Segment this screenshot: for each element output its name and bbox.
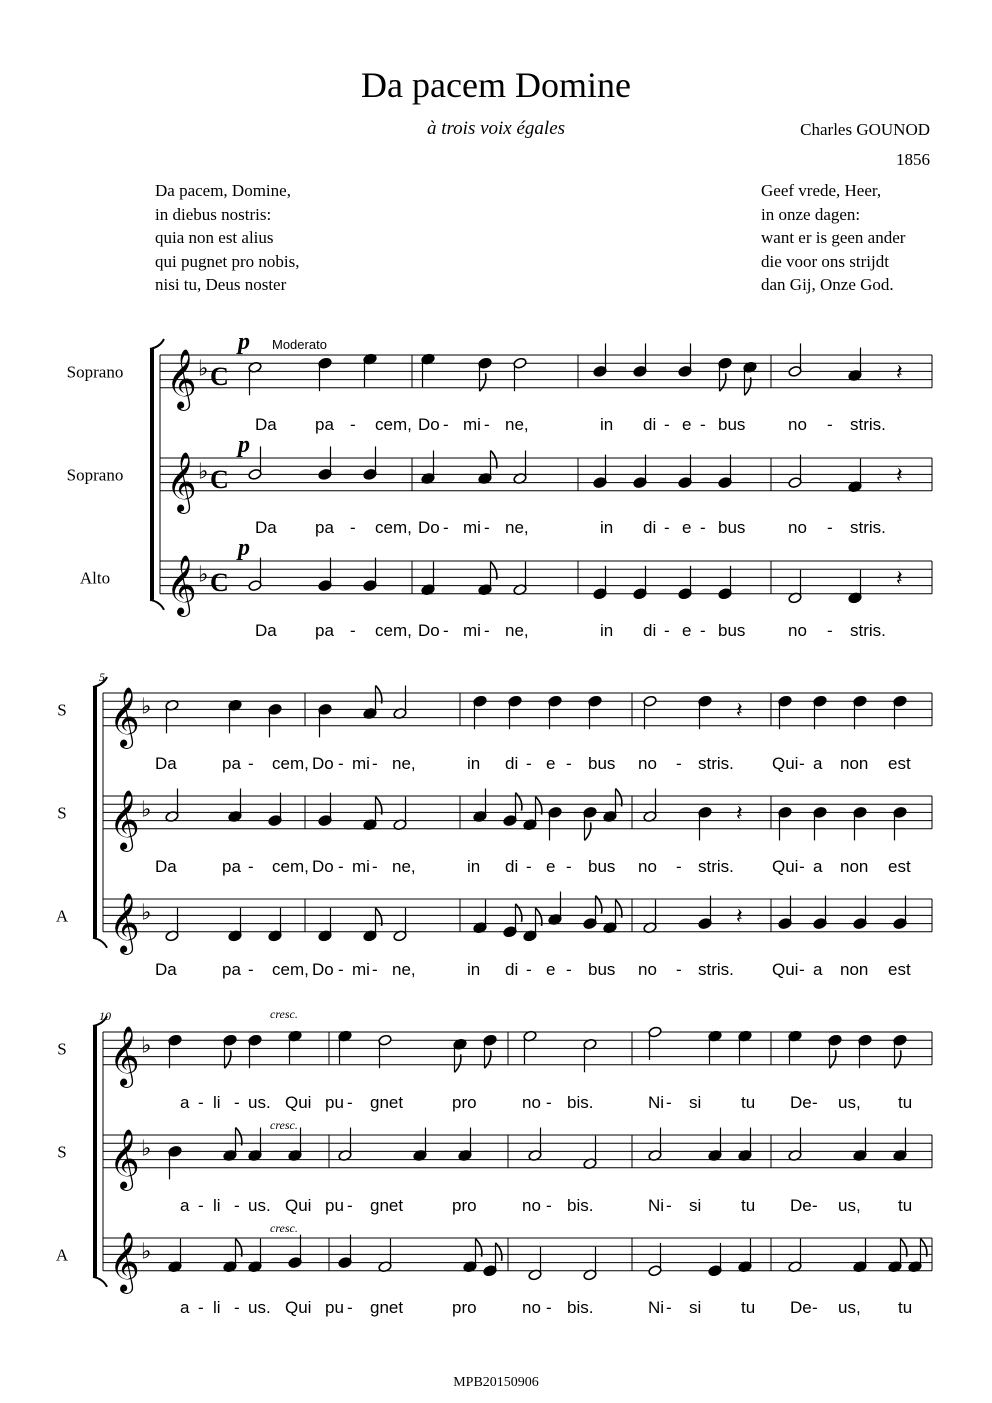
bracket-hook-bottom xyxy=(93,938,107,948)
latin-text-line: nisi tu, Deus noster xyxy=(155,275,287,294)
latin-text-line: qui pugnet pro nobis, xyxy=(155,251,300,271)
lyric-syllable: - xyxy=(248,960,254,979)
lyric-syllable: a xyxy=(180,1093,190,1112)
lyric-syllable: bus xyxy=(718,518,746,537)
quarter-rest-icon: 𝄽 xyxy=(736,903,743,929)
lyric-syllable: - xyxy=(799,754,805,773)
lyric-syllable: - xyxy=(812,1196,818,1215)
lyric-syllable: si xyxy=(689,1093,702,1112)
dutch-text-line: Geef vrede, Heer, xyxy=(761,181,882,200)
lyric-syllable: - xyxy=(350,518,356,537)
note-flag xyxy=(830,1050,836,1068)
lyric-syllable: ne, xyxy=(392,960,416,979)
lyric-syllable: - xyxy=(676,754,682,773)
lyric-syllable: ne, xyxy=(505,518,529,537)
lyric-syllable: - xyxy=(812,1298,818,1317)
lyric-syllable: us. xyxy=(248,1196,271,1215)
lyric-syllable: pa xyxy=(315,621,334,640)
lyric-syllable: e xyxy=(546,857,556,876)
lyric-syllable: us. xyxy=(248,1093,271,1112)
lyric-syllable: - xyxy=(234,1093,240,1112)
lyric-syllable: li xyxy=(213,1298,221,1317)
lyric-syllable: no xyxy=(638,960,657,979)
lyric-syllable: - xyxy=(812,1093,818,1112)
lyric-syllable: Qui xyxy=(772,857,799,876)
lyric-syllable: stris. xyxy=(850,621,886,640)
lyric-syllable: li xyxy=(213,1093,221,1112)
lyric-syllable: Da xyxy=(255,621,277,640)
composer-name: Charles GOUNOD xyxy=(800,120,930,139)
lyric-syllable: est xyxy=(888,754,911,773)
lyric-syllable: pro xyxy=(452,1196,477,1215)
treble-clef-icon: 𝄞 xyxy=(166,453,197,511)
lyric-syllable: pa xyxy=(315,415,334,434)
lyric-syllable: bis. xyxy=(567,1196,594,1215)
lyric-syllable: Ni xyxy=(648,1298,665,1317)
note-flag xyxy=(485,1050,491,1068)
flat-key-signature-icon: ♭ xyxy=(141,1238,152,1264)
lyric-syllable: - xyxy=(338,857,344,876)
lyric-syllable: bus xyxy=(718,415,746,434)
lyric-syllable: pu xyxy=(325,1196,344,1215)
quarter-rest-icon: 𝄽 xyxy=(896,565,903,591)
lyric-syllable: - xyxy=(676,960,682,979)
footer-code: MPB20150906 xyxy=(453,1375,539,1390)
latin-text-line: Da pacem, Domine, xyxy=(155,181,291,200)
lyric-syllable: gnet xyxy=(370,1196,404,1215)
lyric-syllable: - xyxy=(664,415,670,434)
cresc-marking: cresc. xyxy=(270,1221,298,1235)
lyric-syllable: e xyxy=(682,518,692,537)
latin-text-line: in diebus nostris: xyxy=(155,204,272,224)
lyric-syllable: si xyxy=(689,1196,702,1215)
lyric-syllable: - xyxy=(484,415,490,434)
quarter-rest-icon: 𝄽 xyxy=(736,800,743,826)
lyric-syllable: - xyxy=(827,415,833,434)
treble-clef-icon: 𝄞 xyxy=(109,1130,140,1188)
lyric-syllable: Do xyxy=(418,415,440,434)
note-flag xyxy=(480,373,486,391)
lyric-syllable: in xyxy=(600,621,614,640)
lyric-syllable: - xyxy=(566,857,572,876)
lyric-syllable: stris. xyxy=(698,960,734,979)
lyric-syllable: Da xyxy=(155,960,177,979)
lyric-syllable: - xyxy=(443,415,449,434)
lyric-syllable: bus xyxy=(588,857,616,876)
score-title: Da pacem Domine xyxy=(361,65,631,105)
dutch-text-line: dan Gij, Onze God. xyxy=(761,275,894,294)
lyric-syllable: Do xyxy=(418,518,440,537)
lyric-syllable: stris. xyxy=(850,415,886,434)
lyric-syllable: no xyxy=(638,857,657,876)
lyric-syllable: - xyxy=(338,754,344,773)
lyric-syllable: - xyxy=(666,1196,672,1215)
flat-key-signature-icon: ♭ xyxy=(141,1135,152,1161)
treble-clef-icon: 𝄞 xyxy=(109,791,140,849)
lyric-syllable: pro xyxy=(452,1298,477,1317)
lyric-syllable: - xyxy=(484,518,490,537)
lyric-syllable: si xyxy=(689,1298,702,1317)
flat-key-signature-icon: ♭ xyxy=(198,355,209,381)
dynamic-marking: p xyxy=(238,432,250,458)
common-time-icon: C xyxy=(210,361,229,391)
lyric-syllable: bus xyxy=(588,754,616,773)
lyric-syllable: - xyxy=(666,1298,672,1317)
lyric-syllable: - xyxy=(526,754,532,773)
lyric-syllable: - xyxy=(248,754,254,773)
staff-label: Alto xyxy=(79,568,111,588)
flat-key-signature-icon: ♭ xyxy=(141,899,152,925)
dynamic-marking: p xyxy=(238,329,250,355)
lyric-syllable: ne, xyxy=(392,857,416,876)
lyric-syllable: cem, xyxy=(272,960,309,979)
lyric-syllable: no xyxy=(788,518,807,537)
lyric-syllable: stris. xyxy=(850,518,886,537)
lyric-syllable: ne, xyxy=(505,621,529,640)
lyric-syllable: di xyxy=(505,960,519,979)
lyric-syllable: pa xyxy=(315,518,334,537)
lyric-syllable: tu xyxy=(898,1196,913,1215)
flat-key-signature-icon: ♭ xyxy=(141,693,152,719)
lyric-syllable: us, xyxy=(838,1196,861,1215)
lyric-syllable: gnet xyxy=(370,1093,404,1112)
note-flag xyxy=(596,896,602,914)
lyric-syllable: Do xyxy=(312,857,334,876)
note-flag xyxy=(225,1050,231,1068)
lyric-syllable: a xyxy=(813,960,823,979)
lyric-syllable: Qui xyxy=(285,1093,312,1112)
lyric-syllable: pa xyxy=(222,960,241,979)
staff-label: Soprano xyxy=(66,465,124,485)
lyric-syllable: mi xyxy=(352,960,370,979)
latin-text-line: quia non est alius xyxy=(155,228,274,247)
flat-key-signature-icon: ♭ xyxy=(198,561,209,587)
lyric-syllable: pu xyxy=(325,1298,344,1317)
lyric-syllable: pa xyxy=(222,857,241,876)
lyric-syllable: Da xyxy=(255,415,277,434)
treble-clef-icon: 𝄞 xyxy=(166,350,197,408)
cresc-marking: cresc. xyxy=(270,1007,298,1021)
lyric-syllable: - xyxy=(484,621,490,640)
lyric-syllable: - xyxy=(526,960,532,979)
note-flag xyxy=(496,1243,502,1261)
treble-clef-icon: 𝄞 xyxy=(109,1027,140,1085)
lyric-syllable: di xyxy=(505,857,519,876)
lyric-syllable: in xyxy=(467,754,481,773)
lyric-syllable: Qui xyxy=(285,1196,312,1215)
lyric-syllable: no xyxy=(638,754,657,773)
lyric-syllable: tu xyxy=(741,1298,756,1317)
lyric-syllable: ne, xyxy=(392,754,416,773)
lyric-syllable: - xyxy=(347,1093,353,1112)
lyric-syllable: bis. xyxy=(567,1093,594,1112)
lyric-syllable: Do xyxy=(312,754,334,773)
staff-label: Soprano xyxy=(66,362,124,382)
lyric-syllable: De xyxy=(790,1196,812,1215)
note-flag xyxy=(516,904,522,922)
lyric-syllable: cem, xyxy=(375,518,412,537)
system-bracket xyxy=(93,1026,97,1277)
lyric-syllable: - xyxy=(700,518,706,537)
lyric-syllable: pro xyxy=(452,1093,477,1112)
staff-label: S xyxy=(57,700,67,720)
lyric-syllable: tu xyxy=(741,1093,756,1112)
note-flag xyxy=(585,822,591,840)
flat-key-signature-icon: ♭ xyxy=(141,1032,152,1058)
lyric-syllable: cem, xyxy=(272,857,309,876)
dutch-text-line: want er is geen ander xyxy=(761,228,906,247)
lyric-syllable: di xyxy=(643,518,657,537)
lyric-syllable: pa xyxy=(222,754,241,773)
dynamic-marking: p xyxy=(238,535,250,561)
lyric-syllable: Do xyxy=(418,621,440,640)
bracket-hook-bottom xyxy=(150,600,164,610)
lyric-syllable: a xyxy=(813,857,823,876)
lyric-syllable: est xyxy=(888,960,911,979)
treble-clef-icon: 𝄞 xyxy=(109,894,140,952)
lyric-syllable: stris. xyxy=(698,857,734,876)
lyric-syllable: Qui xyxy=(772,960,799,979)
lyric-syllable: us, xyxy=(838,1093,861,1112)
lyric-syllable: De xyxy=(790,1093,812,1112)
lyric-syllable: - xyxy=(234,1196,240,1215)
lyric-syllable: a xyxy=(180,1298,190,1317)
lyric-syllable: no xyxy=(788,621,807,640)
lyric-syllable: us, xyxy=(838,1298,861,1317)
lyric-syllable: e xyxy=(682,621,692,640)
lyric-syllable: Qui xyxy=(285,1298,312,1317)
lyric-syllable: e xyxy=(546,960,556,979)
lyric-syllable: - xyxy=(198,1093,204,1112)
treble-clef-icon: 𝄞 xyxy=(109,688,140,746)
lyric-syllable: - xyxy=(347,1298,353,1317)
lyric-syllable: - xyxy=(546,1196,552,1215)
lyric-syllable: pu xyxy=(325,1093,344,1112)
lyric-syllable: - xyxy=(700,621,706,640)
lyric-syllable: in xyxy=(467,857,481,876)
system-bracket xyxy=(150,349,154,600)
lyric-syllable: Ni xyxy=(648,1093,665,1112)
lyric-syllable: cem, xyxy=(272,754,309,773)
lyric-syllable: e xyxy=(682,415,692,434)
lyric-syllable: - xyxy=(234,1298,240,1317)
measure-number: 5 xyxy=(99,670,105,684)
lyric-syllable: ne, xyxy=(505,415,529,434)
lyric-syllable: gnet xyxy=(370,1298,404,1317)
lyric-syllable: - xyxy=(666,1093,672,1112)
lyric-syllable: - xyxy=(338,960,344,979)
lyric-syllable: no xyxy=(788,415,807,434)
lyric-syllable: mi xyxy=(463,621,481,640)
lyric-syllable: - xyxy=(676,857,682,876)
lyric-syllable: - xyxy=(248,857,254,876)
system-bracket xyxy=(93,687,97,938)
staff-label: S xyxy=(57,1039,67,1059)
lyric-syllable: - xyxy=(372,857,378,876)
lyric-syllable: e xyxy=(546,754,556,773)
lyric-syllable: tu xyxy=(741,1196,756,1215)
lyric-syllable: li xyxy=(213,1196,221,1215)
lyric-syllable: bis. xyxy=(567,1298,594,1317)
lyric-syllable: mi xyxy=(463,518,481,537)
lyric-syllable: - xyxy=(546,1298,552,1317)
lyric-syllable: mi xyxy=(463,415,481,434)
lyric-syllable: - xyxy=(799,857,805,876)
lyric-syllable: stris. xyxy=(698,754,734,773)
dutch-text-line: in onze dagen: xyxy=(761,204,861,224)
lyric-syllable: no xyxy=(522,1196,541,1215)
lyric-syllable: - xyxy=(526,857,532,876)
lyric-syllable: in xyxy=(467,960,481,979)
staff-label: S xyxy=(57,1142,67,1162)
lyric-syllable: Da xyxy=(155,754,177,773)
lyric-syllable: no xyxy=(522,1298,541,1317)
lyric-syllable: est xyxy=(888,857,911,876)
lyric-syllable: - xyxy=(372,754,378,773)
flat-key-signature-icon: ♭ xyxy=(198,458,209,484)
lyric-syllable: - xyxy=(546,1093,552,1112)
note-flag xyxy=(895,1050,901,1068)
lyric-syllable: tu xyxy=(898,1298,913,1317)
staff-label: A xyxy=(55,1245,69,1265)
note-flag xyxy=(720,373,726,391)
lyric-syllable: - xyxy=(827,518,833,537)
lyric-syllable: mi xyxy=(352,857,370,876)
lyric-syllable: Do xyxy=(312,960,334,979)
lyric-syllable: - xyxy=(372,960,378,979)
lyric-syllable: cem, xyxy=(375,415,412,434)
lyric-syllable: De xyxy=(790,1298,812,1317)
lyric-syllable: a xyxy=(813,754,823,773)
lyric-syllable: - xyxy=(664,621,670,640)
lyric-syllable: di xyxy=(505,754,519,773)
lyric-syllable: us. xyxy=(248,1298,271,1317)
dutch-text-line: die voor ons strijdt xyxy=(761,251,889,271)
bracket-hook-top xyxy=(150,339,164,349)
bracket-hook-bottom xyxy=(93,1277,107,1287)
lyric-syllable: di xyxy=(643,415,657,434)
lyric-syllable: - xyxy=(347,1196,353,1215)
lyric-syllable: - xyxy=(350,415,356,434)
lyric-syllable: - xyxy=(827,621,833,640)
score-subtitle: à trois voix égales xyxy=(426,118,566,139)
common-time-icon: C xyxy=(210,567,229,597)
lyric-syllable: - xyxy=(799,960,805,979)
lyric-syllable: - xyxy=(443,621,449,640)
staff-label: S xyxy=(57,803,67,823)
lyric-syllable: - xyxy=(664,518,670,537)
lyric-syllable: in xyxy=(600,415,614,434)
staff-label: A xyxy=(55,906,69,926)
lyric-syllable: bus xyxy=(588,960,616,979)
lyric-syllable: - xyxy=(566,960,572,979)
lyric-syllable: Da xyxy=(255,518,277,537)
quarter-rest-icon: 𝄽 xyxy=(896,359,903,385)
composition-year: 1856 xyxy=(896,150,930,169)
lyric-syllable: in xyxy=(600,518,614,537)
lyric-syllable: - xyxy=(350,621,356,640)
lyric-syllable: mi xyxy=(352,754,370,773)
lyric-syllable: cem, xyxy=(375,621,412,640)
lyric-syllable: di xyxy=(643,621,657,640)
lyric-syllable: Da xyxy=(155,857,177,876)
tempo-marking: Moderato xyxy=(272,337,327,352)
note-flag xyxy=(516,793,522,811)
lyric-syllable: non xyxy=(840,754,869,773)
quarter-rest-icon: 𝄽 xyxy=(736,697,743,723)
lyric-syllable: - xyxy=(198,1298,204,1317)
lyric-syllable: bus xyxy=(718,621,746,640)
measure-number: 10 xyxy=(99,1009,111,1023)
treble-clef-icon: 𝄞 xyxy=(166,556,197,614)
lyric-syllable: non xyxy=(840,857,869,876)
lyric-syllable: no xyxy=(522,1093,541,1112)
lyric-syllable: Ni xyxy=(648,1196,665,1215)
quarter-rest-icon: 𝄽 xyxy=(896,462,903,488)
common-time-icon: C xyxy=(210,464,229,494)
lyric-syllable: Qui xyxy=(772,754,799,773)
lyric-syllable: - xyxy=(566,754,572,773)
lyric-syllable: non xyxy=(840,960,869,979)
lyric-syllable: - xyxy=(198,1196,204,1215)
lyric-syllable: - xyxy=(443,518,449,537)
lyric-syllable: tu xyxy=(898,1093,913,1112)
lyric-syllable: a xyxy=(180,1196,190,1215)
flat-key-signature-icon: ♭ xyxy=(141,796,152,822)
lyric-syllable: - xyxy=(700,415,706,434)
cresc-marking: cresc. xyxy=(270,1118,298,1132)
treble-clef-icon: 𝄞 xyxy=(109,1233,140,1291)
